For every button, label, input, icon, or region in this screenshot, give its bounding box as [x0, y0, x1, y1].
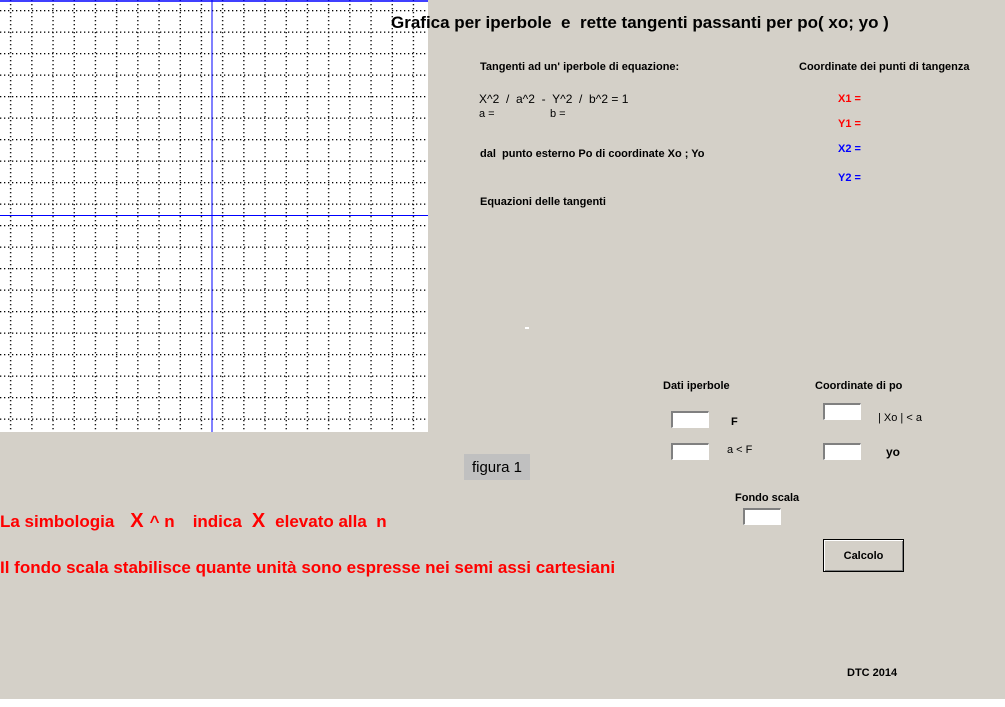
equation-text: X^2 / a^2 - Y^2 / b^2 = 1: [479, 92, 629, 106]
tangency-header: Coordinate dei punti di tangenza: [799, 61, 970, 73]
b-value-label: b =: [550, 108, 566, 120]
note1-part-b: X: [130, 510, 144, 532]
bottom-border: [0, 699, 1005, 707]
x1-label: X1 =: [838, 93, 861, 105]
tangent-equations-label: Equazioni delle tangenti: [480, 196, 606, 208]
note-line-2: Il fondo scala stabilisce quante unità sono espresse nei semi assi cartesiani: [0, 558, 616, 577]
graph-canvas: [0, 0, 428, 432]
yo-label: yo: [886, 445, 901, 459]
f-input[interactable]: [671, 411, 709, 428]
stray-pixel: [525, 327, 529, 329]
coord-po-header: Coordinate di po: [815, 380, 903, 392]
note1-part-e: X: [251, 510, 266, 532]
yo-input[interactable]: [823, 443, 861, 460]
calcolo-button[interactable]: Calcolo: [823, 539, 904, 572]
note-line-1: [0, 510, 387, 533]
f-label: F: [731, 416, 738, 428]
a-input[interactable]: [671, 443, 709, 460]
fondo-scala-header: Fondo scala: [735, 492, 800, 504]
a-constraint-label: a < F: [727, 444, 753, 456]
note1-part-c: ^ n: [149, 512, 175, 531]
y2-label: Y2 =: [838, 172, 861, 184]
x2-label: X2 =: [838, 143, 861, 155]
note1-part-f: elevato alla n: [275, 512, 387, 531]
xo-input[interactable]: [823, 403, 861, 420]
a-value-label: a =: [479, 108, 495, 120]
external-point-text: dal punto esterno Po di coordinate Xo ; Yo: [480, 148, 705, 160]
note1-part-a: La simbologia: [0, 512, 115, 531]
fondo-scala-input[interactable]: [743, 508, 781, 525]
figure-label: figura 1: [464, 454, 530, 480]
footer-credit: DTC 2014: [847, 667, 898, 679]
intro-text: Tangenti ad un' iperbole di equazione:: [480, 61, 680, 73]
y1-label: Y1 =: [838, 118, 861, 130]
note1-part-d: indica: [192, 512, 242, 531]
dati-iperbole-header: Dati iperbole: [663, 380, 730, 392]
grid-svg: [0, 0, 428, 432]
xo-constraint-label: | Xo | < a: [878, 412, 922, 424]
page-title: Grafica per iperbole e rette tangenti passanti per po( xo; yo ): [391, 13, 889, 32]
